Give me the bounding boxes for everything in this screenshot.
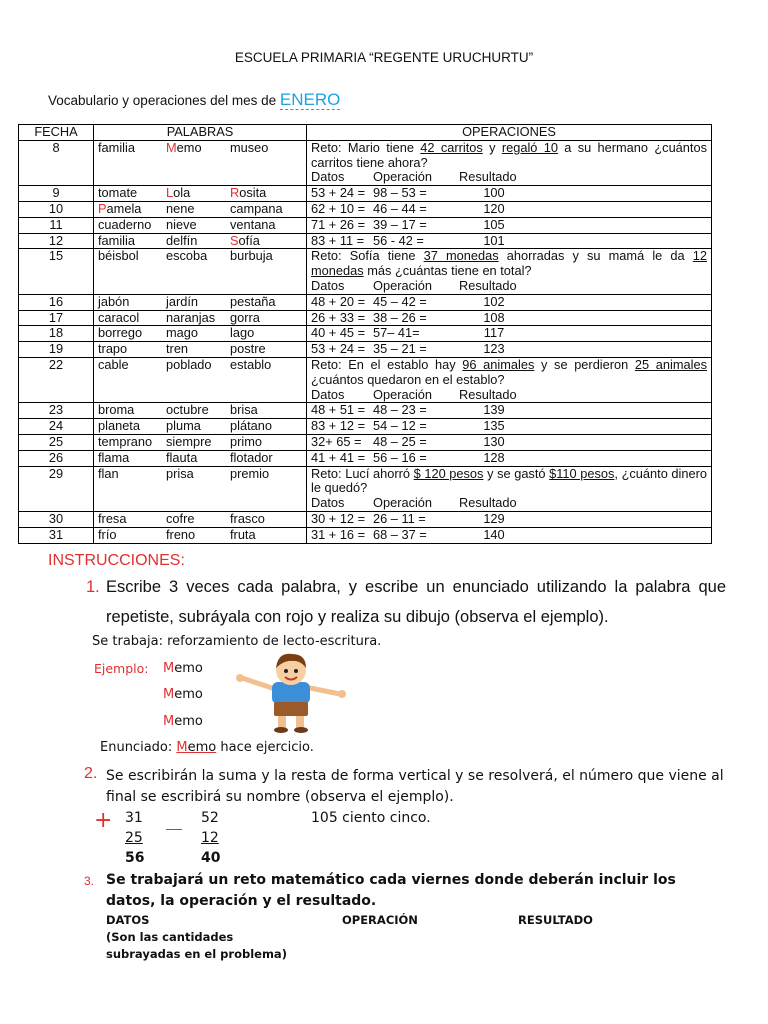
- words-cell: [94, 357, 307, 402]
- date-cell: 11: [19, 217, 94, 233]
- words-cell: [94, 186, 307, 202]
- word: campana: [230, 200, 283, 216]
- word: familia: [98, 232, 135, 248]
- word: Lola: [166, 185, 191, 201]
- words-cell: [94, 140, 307, 185]
- operation-line: 83 + 11 = 56 - 42 = 101: [311, 232, 505, 248]
- instruction-1-text: Escribe 3 veces cada palabra, y escribe un enunciado utilizando la palabra que repetiste, subráyala con rojo y realiza su dibujo (observa el ejemplo).: [106, 578, 726, 626]
- word: flama: [98, 449, 130, 465]
- words-cell: [94, 403, 307, 419]
- word: nieve: [166, 216, 197, 232]
- table-row: [19, 217, 712, 233]
- operation-line: 31 + 16 = 68 – 37 = 140: [311, 526, 505, 542]
- table-row: [19, 403, 712, 419]
- table-row: [19, 434, 712, 450]
- words-cell: [94, 450, 307, 466]
- instructions-title: INSTRUCCIONES:: [48, 552, 185, 569]
- word: naranjas: [166, 309, 216, 325]
- operation-line: 62 + 10 = 46 – 44 = 120: [311, 200, 505, 216]
- date-cell: 29: [19, 466, 94, 511]
- operations-cell: [307, 201, 712, 217]
- date-cell: 26: [19, 450, 94, 466]
- instruction-2-text: Se escribirán la suma y la resta de forma vertical y se resolverá, el número que viene al final se escribirá su nombre (observa el ejemplo).: [106, 768, 724, 805]
- operations-cell: [307, 450, 712, 466]
- word: prisa: [166, 465, 194, 481]
- date-cell: 9: [19, 186, 94, 202]
- operation-line: 53 + 24 = 98 – 53 = 100: [311, 185, 505, 201]
- operations-cell: [307, 511, 712, 527]
- word: delfín: [166, 232, 198, 248]
- word: caracol: [98, 309, 140, 325]
- ops-labels: Datos Operación Resultado: [311, 495, 517, 511]
- vocabulary-table: [18, 124, 712, 544]
- word: frasco: [230, 510, 265, 526]
- word: cofre: [166, 510, 195, 526]
- word: mago: [166, 325, 199, 341]
- date-cell: 19: [19, 342, 94, 358]
- ops-labels: Datos Operación Resultado: [311, 169, 517, 185]
- operations-cell: [307, 357, 712, 402]
- word: Memo: [166, 139, 202, 155]
- table-row: [19, 527, 712, 543]
- operations-cell: [307, 249, 712, 294]
- words-cell: [94, 294, 307, 310]
- operations-cell: [307, 294, 712, 310]
- word: planeta: [98, 418, 140, 434]
- operations-cell: [307, 217, 712, 233]
- date-cell: 31: [19, 527, 94, 543]
- word: fresa: [98, 510, 127, 526]
- date-cell: 17: [19, 310, 94, 326]
- word: pestaña: [230, 293, 276, 309]
- word: fruta: [230, 526, 256, 542]
- operations-cell: [307, 419, 712, 435]
- table-row: [19, 233, 712, 249]
- table-row: [19, 419, 712, 435]
- sum-bottom: 25: [125, 830, 143, 846]
- words-cell: [94, 326, 307, 342]
- date-cell: 18: [19, 326, 94, 342]
- instruction-3-text: Se trabajará un reto matemático cada viernes donde deberán incluir los datos, la operación y el resultado.: [106, 872, 676, 909]
- word: gorra: [230, 309, 260, 325]
- word: béisbol: [98, 248, 139, 264]
- word: premio: [230, 465, 270, 481]
- vocab-prefix: Vocabulario y operaciones del mes de: [48, 93, 277, 108]
- operations-cell: [307, 326, 712, 342]
- word: siempre: [166, 433, 212, 449]
- words-cell: [94, 419, 307, 435]
- words-cell: [94, 527, 307, 543]
- word: borrego: [98, 325, 143, 341]
- date-cell: 25: [19, 434, 94, 450]
- date-cell: 23: [19, 403, 94, 419]
- words-cell: [94, 310, 307, 326]
- word: familia: [98, 139, 135, 155]
- operations-cell: [307, 186, 712, 202]
- word: frío: [98, 526, 117, 542]
- school-title: ESCUELA PRIMARIA “REGENTE URUCHURTU”: [234, 50, 534, 65]
- operation-line: 71 + 26 = 39 – 17 = 105: [311, 216, 505, 232]
- word: Sofía: [230, 232, 260, 248]
- words-cell: [94, 434, 307, 450]
- table-row: [19, 357, 712, 402]
- word: temprano: [98, 433, 153, 449]
- words-cell: [94, 466, 307, 511]
- word: jabón: [98, 293, 130, 309]
- table-row: [19, 310, 712, 326]
- word: plátano: [230, 418, 272, 434]
- word: lago: [230, 325, 255, 341]
- col-datos-label: DATOS: [106, 913, 150, 927]
- boy-drawing: [234, 652, 348, 734]
- operations-cell: [307, 140, 712, 185]
- word: freno: [166, 526, 196, 542]
- word: ventana: [230, 216, 276, 232]
- operations-cell: [307, 527, 712, 543]
- words-cell: [94, 249, 307, 294]
- reto-text: Reto: En el establo hay 96 animales y se perdieron 25 animales ¿cuántos quedaron en el establo?: [311, 356, 707, 387]
- operations-cell: [307, 403, 712, 419]
- col-palabras: PALABRAS: [94, 125, 307, 141]
- datos-note-2: subrayadas en el problema): [106, 947, 287, 961]
- word: museo: [230, 139, 269, 155]
- word: cuaderno: [98, 216, 152, 232]
- operations-cell: [307, 310, 712, 326]
- operations-cell: [307, 466, 712, 511]
- operation-line: 83 + 12 = 54 – 12 = 135: [311, 418, 505, 434]
- sum-result: 56: [125, 850, 145, 866]
- reto-text: Reto: Lucí ahorró $ 120 pesos y se gastó $110 pesos, ¿cuánto dinero le quedó?: [311, 465, 707, 496]
- operation-line: 48 + 51 = 48 – 23 = 139: [311, 402, 505, 418]
- operations-cell: [307, 434, 712, 450]
- table-row: [19, 511, 712, 527]
- operation-line: 32+ 65 = 48 – 25 = 130: [311, 433, 505, 449]
- word: primo: [230, 433, 262, 449]
- operation-line: 48 + 20 = 45 – 42 = 102: [311, 293, 505, 309]
- word: escoba: [166, 248, 208, 264]
- words-cell: [94, 511, 307, 527]
- example-word-2: Memo: [163, 687, 203, 702]
- words-cell: [94, 201, 307, 217]
- word: Rosita: [230, 185, 267, 201]
- reto-text: Reto: Sofía tiene 37 monedas ahorradas y su mamá le da 12 monedas más ¿cuántas tiene en total?: [311, 248, 707, 279]
- word: jardín: [166, 293, 199, 309]
- date-cell: 24: [19, 419, 94, 435]
- word: octubre: [166, 402, 209, 418]
- col-operaciones: OPERACIONES: [307, 125, 712, 141]
- ops-labels: Datos Operación Resultado: [311, 386, 517, 402]
- operation-line: 53 + 24 = 35 – 21 = 123: [311, 341, 505, 357]
- instruction-2-number: 2.: [84, 765, 98, 782]
- word: trapo: [98, 341, 128, 357]
- date-cell: 10: [19, 201, 94, 217]
- datos-note-1: (Son las cantidades: [106, 930, 234, 944]
- word: burbuja: [230, 248, 273, 264]
- date-cell: 16: [19, 294, 94, 310]
- word: Pamela: [98, 200, 142, 216]
- operation-line: 41 + 41 = 56 – 16 = 128: [311, 449, 505, 465]
- instruction-1-note: Se trabaja: reforzamiento de lecto-escritura.: [92, 634, 382, 649]
- sub-top: 52: [201, 810, 219, 826]
- word: flauta: [166, 449, 198, 465]
- table-row: [19, 466, 712, 511]
- date-cell: 30: [19, 511, 94, 527]
- word: poblado: [166, 356, 212, 372]
- table-row: [19, 140, 712, 185]
- instruction-1-number: 1.: [86, 578, 100, 596]
- plus-sign: +: [94, 808, 113, 833]
- words-cell: [94, 217, 307, 233]
- date-cell: 12: [19, 233, 94, 249]
- col-fecha: FECHA: [19, 125, 94, 141]
- operations-cell: [307, 233, 712, 249]
- example-word-1: Memo: [163, 661, 203, 676]
- word: tomate: [98, 185, 138, 201]
- reto-text: Reto: Mario tiene 42 carritos y regaló 10 a su hermano ¿cuántos carritos tiene ahora?: [311, 139, 707, 170]
- number-name: 105 ciento cinco.: [311, 810, 431, 826]
- words-cell: [94, 342, 307, 358]
- table-row: [19, 450, 712, 466]
- table-row: [19, 186, 712, 202]
- word: postre: [230, 341, 266, 357]
- sub-bottom: 12: [201, 830, 219, 846]
- word: flan: [98, 465, 119, 481]
- word: brisa: [230, 402, 258, 418]
- col-resultado-label: RESULTADO: [518, 913, 593, 927]
- word: broma: [98, 402, 135, 418]
- operation-line: 40 + 45 = 57– 41= 117: [311, 325, 505, 341]
- word: cable: [98, 356, 129, 372]
- word: pluma: [166, 418, 201, 434]
- table-row: [19, 326, 712, 342]
- words-cell: [94, 233, 307, 249]
- col-operacion-label: OPERACIÓN: [342, 913, 418, 927]
- sub-result: 40: [201, 850, 221, 866]
- table-row: [19, 201, 712, 217]
- operation-line: 30 + 12 = 26 – 11 = 129: [311, 510, 505, 526]
- table-row: [19, 342, 712, 358]
- example-label: Ejemplo:: [94, 661, 149, 676]
- operations-cell: [307, 342, 712, 358]
- sum-top: 31: [125, 810, 143, 826]
- word: flotador: [230, 449, 273, 465]
- instruction-3-number: 3.: [84, 874, 95, 888]
- table-row: [19, 294, 712, 310]
- vocab-heading: [48, 90, 340, 110]
- date-cell: 8: [19, 140, 94, 185]
- example-word-3: Memo: [163, 714, 203, 729]
- operation-line: 26 + 33 = 38 – 26 = 108: [311, 309, 505, 325]
- example-sentence: Enunciado: Memo hace ejercicio.: [100, 740, 314, 755]
- word: tren: [166, 341, 189, 357]
- ops-labels: Datos Operación Resultado: [311, 277, 517, 293]
- word: nene: [166, 200, 195, 216]
- month-name: ENERO: [279, 90, 341, 109]
- table-row: [19, 249, 712, 294]
- date-cell: 15: [19, 249, 94, 294]
- minus-sign: [166, 829, 182, 830]
- word: establo: [230, 356, 272, 372]
- date-cell: 22: [19, 357, 94, 402]
